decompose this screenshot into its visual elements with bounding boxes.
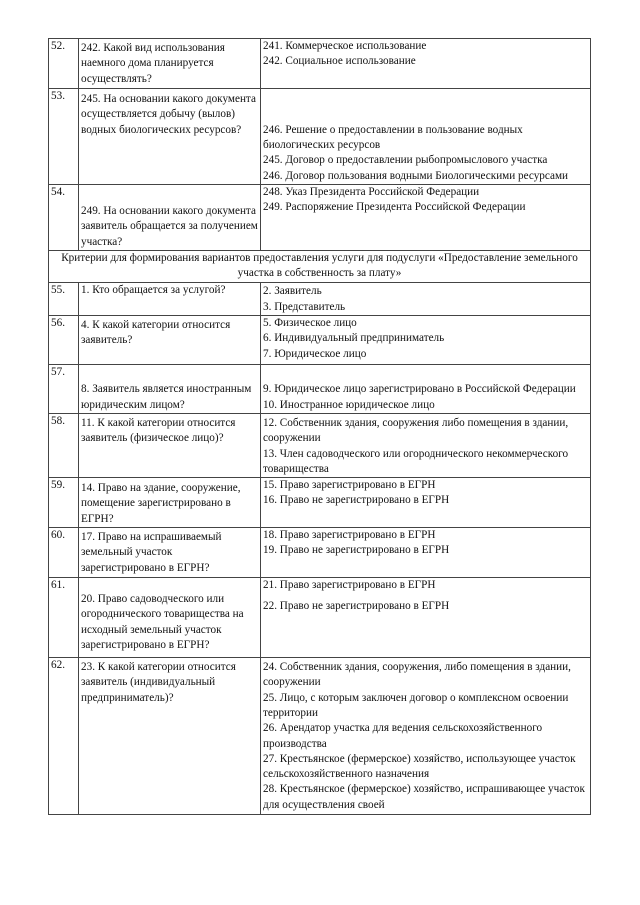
row-number: 58. <box>49 414 79 478</box>
table-row <box>49 185 591 251</box>
row-number: 57. <box>49 365 79 414</box>
row-number: 53. <box>49 89 79 185</box>
table-row <box>49 283 591 316</box>
answer-cell: 248. Указ Президента Российской Федерации 249. Распоряжение Президента Российской Федерации <box>261 185 591 251</box>
answer-cell: 12. Собственник здания, сооружения либо помещения в здании, сооружении 13. Член садоводческого или огороднического некоммерческого товарищества <box>261 414 591 478</box>
answer-cell: 18. Право зарегистрировано в ЕГРН 19. Право не зарегистрировано в ЕГРН <box>261 528 591 578</box>
question-cell: 17. Право на испрашиваемый земельный участок зарегистрировано в ЕГРН? <box>79 528 261 578</box>
question-cell: 245. На основании какого документа осуществляется добычу (вылов) водных биологических ресурсов? <box>79 89 261 185</box>
question-cell: 4. К какой категории относится заявитель? <box>79 316 261 365</box>
answer-cell: 21. Право зарегистрировано в ЕГРН 22. Право не зарегистрировано в ЕГРН <box>261 578 591 658</box>
answer-cell: 15. Право зарегистрировано в ЕГРН 16. Право не зарегистрировано в ЕГРН <box>261 478 591 528</box>
table-row <box>49 528 591 578</box>
question-cell: 14. Право на здание, сооружение, помещение зарегистрировано в ЕГРН? <box>79 478 261 528</box>
answer-cell: 2. Заявитель 3. Представитель <box>261 283 591 316</box>
row-number: 52. <box>49 39 79 89</box>
table-row <box>49 414 591 478</box>
table-row <box>49 658 591 815</box>
table-row <box>49 578 591 658</box>
question-cell: 249. На основании какого документа заявитель обращается за получением участка? <box>79 185 261 251</box>
row-number: 54. <box>49 185 79 251</box>
question-cell: 11. К какой категории относится заявитель (физическое лицо)? <box>79 414 261 478</box>
question-cell: 23. К какой категории относится заявитель (индивидуальный предприниматель)? <box>79 658 261 815</box>
question-cell: 242. Какой вид использования наемного дома планируется осуществлять? <box>79 39 261 89</box>
section-header: Критерии для формирования вариантов предоставления услуги для подуслуги «Предоставление земельного участка в собственность за плату» <box>49 251 591 283</box>
question-cell: 1. Кто обращается за услугой? <box>79 283 261 316</box>
table-row <box>49 89 591 185</box>
row-number: 59. <box>49 478 79 528</box>
row-number: 61. <box>49 578 79 658</box>
row-number: 60. <box>49 528 79 578</box>
table-row <box>49 39 591 89</box>
criteria-table <box>48 38 591 815</box>
answer-cell: 9. Юридическое лицо зарегистрировано в Российской Федерации 10. Иностранное юридическое лицо <box>261 365 591 414</box>
table-row <box>49 316 591 365</box>
row-number: 55. <box>49 283 79 316</box>
table-row <box>49 365 591 414</box>
answer-cell: 246. Решение о предоставлении в пользование водных биологических ресурсов 245. Договор о предоставлении рыбопромыслового участка 246. Договор пользования водными Биологическими ресурсами <box>261 89 591 185</box>
section-header-row <box>49 251 591 283</box>
row-number: 62. <box>49 658 79 815</box>
answer-cell: 5. Физическое лицо 6. Индивидуальный предприниматель 7. Юридическое лицо <box>261 316 591 365</box>
answer-cell: 24. Собственник здания, сооружения, либо помещения в здании, сооружении 25. Лицо, с которым заключен договор о комплексном освоении территории 26. Арендатор участка для ведения сельскохозяйственного производства 27. Крестьянское (фермерское) хозяйство, использующее участок сельскохозяйственного назначения 28. Крестьянское (фермерское) хозяйство, испрашивающее участок для осуществления своей <box>261 658 591 815</box>
answer-cell: 241. Коммерческое использование 242. Социальное использование <box>261 39 591 89</box>
row-number: 56. <box>49 316 79 365</box>
question-cell: 8. Заявитель является иностранным юридическим лицом? <box>79 365 261 414</box>
question-cell: 20. Право садоводческого или огороднического товарищества на исходный земельный участок зарегистрировано в ЕГРН? <box>79 578 261 658</box>
table-row <box>49 478 591 528</box>
